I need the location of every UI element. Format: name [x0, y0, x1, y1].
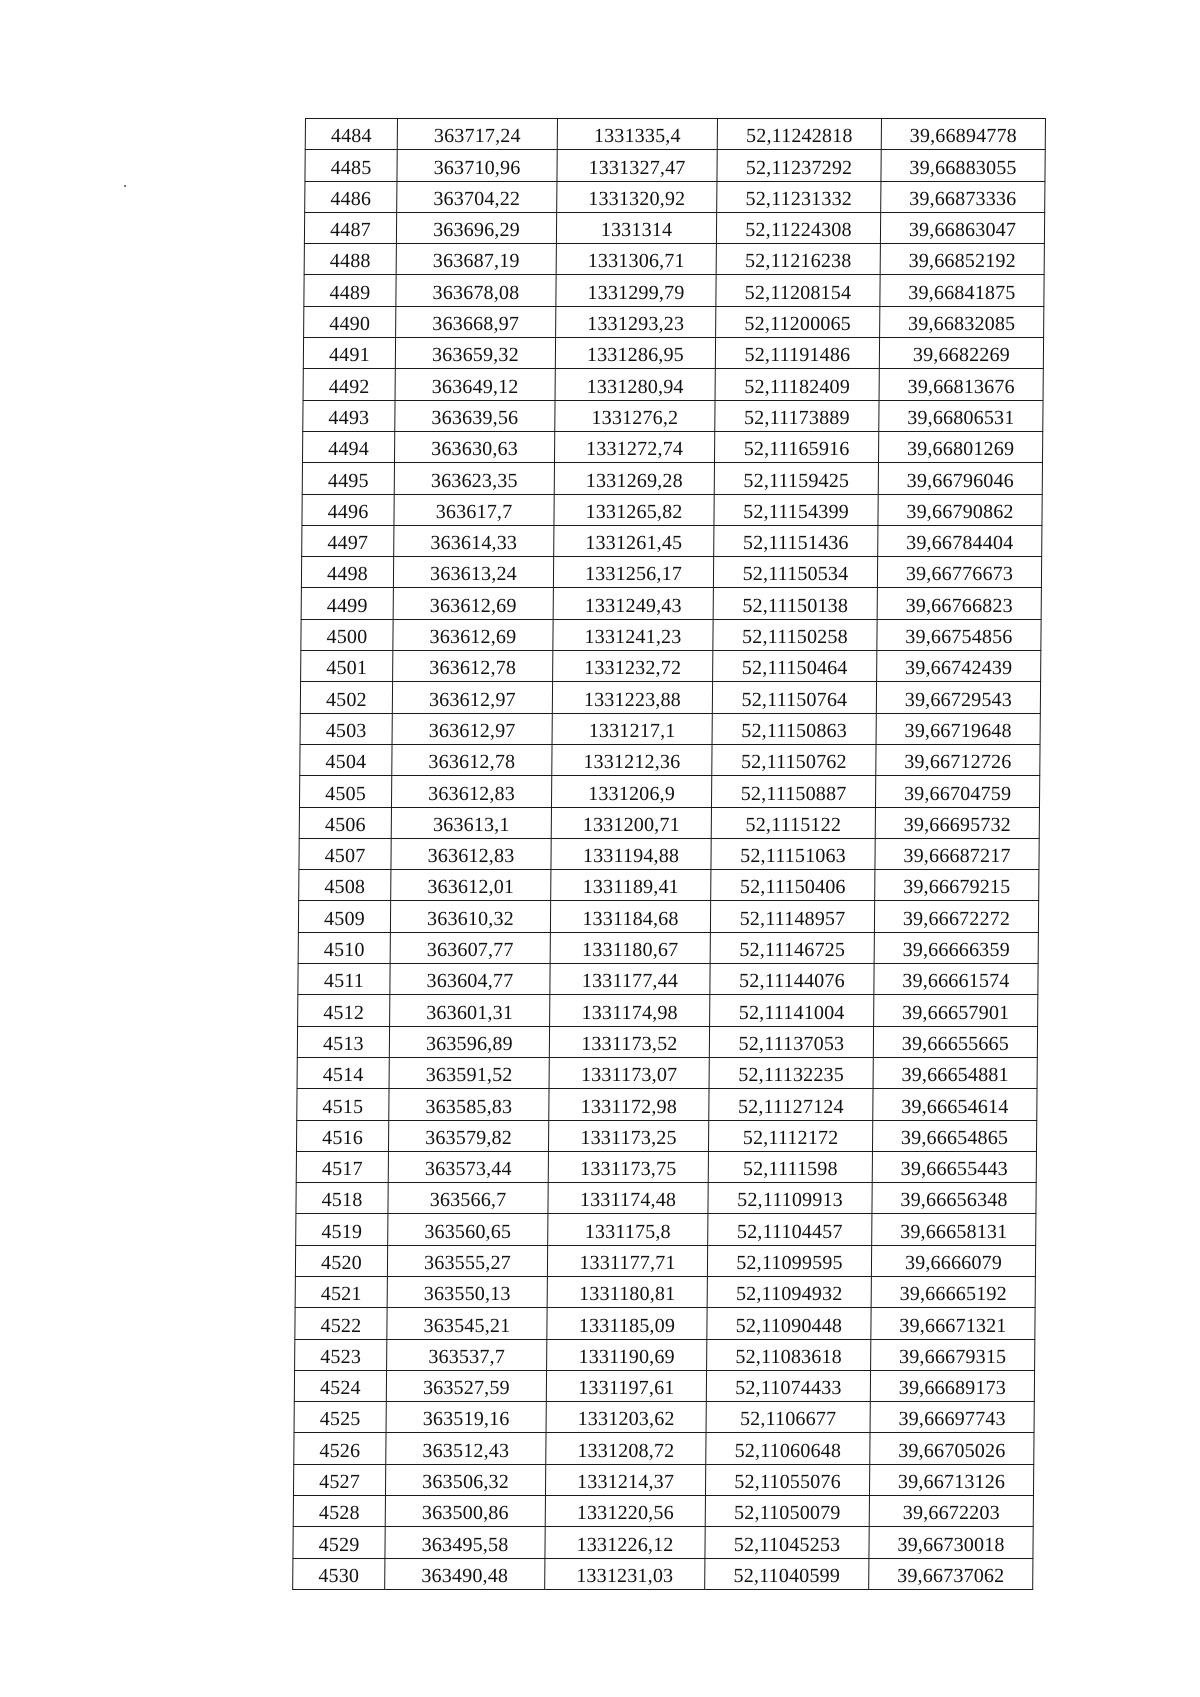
point-number-cell: 4499	[301, 588, 393, 619]
y-coordinate-cell: 1331197,61	[546, 1370, 706, 1401]
point-number-cell: 4492	[303, 369, 395, 400]
latitude-cell: 52,11060648	[706, 1433, 870, 1464]
longitude-cell: 39,66832085	[880, 306, 1044, 337]
x-coordinate-cell: 363560,65	[388, 1214, 548, 1245]
longitude-cell: 39,66790862	[878, 494, 1042, 525]
longitude-cell: 39,66894778	[881, 119, 1045, 150]
table-row	[302, 431, 1042, 462]
point-number-cell: 4501	[301, 651, 393, 682]
latitude-cell: 52,11216238	[716, 244, 880, 275]
table-row	[303, 369, 1043, 400]
table-row	[299, 776, 1039, 807]
longitude-cell: 39,66654865	[872, 1120, 1036, 1151]
point-number-cell: 4502	[300, 682, 392, 713]
y-coordinate-cell: 1331226,12	[545, 1527, 705, 1558]
longitude-cell: 39,6666079	[871, 1245, 1035, 1276]
y-coordinate-cell: 1331180,81	[547, 1276, 707, 1307]
x-coordinate-cell: 363579,82	[388, 1120, 548, 1151]
latitude-cell: 52,11159425	[714, 463, 878, 494]
latitude-cell: 52,11231332	[717, 181, 881, 212]
table-row	[304, 212, 1044, 243]
longitude-cell: 39,66665192	[871, 1276, 1035, 1307]
longitude-cell: 39,66852192	[880, 244, 1044, 275]
y-coordinate-cell: 1331220,56	[545, 1496, 705, 1527]
y-coordinate-cell: 1331249,43	[553, 588, 713, 619]
x-coordinate-cell: 363500,86	[385, 1496, 545, 1527]
table-row	[295, 1308, 1035, 1339]
table-row	[302, 494, 1042, 525]
x-coordinate-cell: 363495,58	[385, 1527, 545, 1558]
y-coordinate-cell: 1331299,79	[556, 275, 716, 306]
x-coordinate-cell: 363490,48	[385, 1558, 545, 1589]
point-number-cell: 4507	[299, 838, 391, 869]
point-number-cell: 4517	[296, 1151, 388, 1182]
longitude-cell: 39,66729543	[876, 682, 1040, 713]
x-coordinate-cell: 363613,1	[391, 807, 551, 838]
latitude-cell: 52,11083618	[707, 1339, 871, 1370]
table-row	[302, 463, 1042, 494]
table-row	[301, 588, 1041, 619]
coordinates-table-body	[293, 119, 1046, 1590]
y-coordinate-cell: 1331217,1	[552, 713, 712, 744]
y-coordinate-cell: 1331173,75	[548, 1151, 708, 1182]
point-number-cell: 4491	[303, 338, 395, 369]
table-row	[296, 1183, 1036, 1214]
latitude-cell: 52,11150534	[713, 557, 877, 588]
longitude-cell: 39,66697743	[870, 1402, 1034, 1433]
x-coordinate-cell: 363555,27	[387, 1245, 547, 1276]
latitude-cell: 52,1111598	[708, 1151, 872, 1182]
latitude-cell: 52,11137053	[709, 1026, 873, 1057]
point-number-cell: 4522	[295, 1308, 387, 1339]
x-coordinate-cell: 363623,35	[394, 463, 554, 494]
latitude-cell: 52,11132235	[709, 1057, 873, 1088]
latitude-cell: 52,11150887	[711, 776, 875, 807]
longitude-cell: 39,66712726	[876, 744, 1040, 775]
table-row	[304, 306, 1044, 337]
point-number-cell: 4515	[297, 1089, 389, 1120]
x-coordinate-cell: 363696,29	[396, 212, 556, 243]
y-coordinate-cell: 1331265,82	[554, 494, 714, 525]
longitude-cell: 39,66671321	[871, 1308, 1035, 1339]
longitude-cell: 39,66883055	[881, 150, 1045, 181]
table-row	[296, 1120, 1036, 1151]
x-coordinate-cell: 363612,83	[391, 776, 551, 807]
table-row	[304, 244, 1044, 275]
table-row	[299, 870, 1039, 901]
latitude-cell: 52,11148957	[710, 901, 874, 932]
x-coordinate-cell: 363550,13	[387, 1276, 547, 1307]
table-row	[298, 932, 1038, 963]
point-number-cell: 4486	[305, 181, 397, 212]
table-row	[298, 964, 1038, 995]
x-coordinate-cell: 363604,77	[390, 964, 550, 995]
longitude-cell: 39,66657901	[874, 995, 1038, 1026]
scan-speck	[124, 185, 126, 187]
latitude-cell: 52,11109913	[708, 1183, 872, 1214]
longitude-cell: 39,66737062	[869, 1558, 1033, 1589]
table-row	[303, 338, 1043, 369]
y-coordinate-cell: 1331173,25	[548, 1120, 708, 1151]
y-coordinate-cell: 1331280,94	[555, 369, 715, 400]
latitude-cell: 52,11094932	[707, 1276, 871, 1307]
longitude-cell: 39,66766823	[877, 588, 1041, 619]
x-coordinate-cell: 363545,21	[387, 1308, 547, 1339]
point-number-cell: 4514	[297, 1057, 389, 1088]
latitude-cell: 52,11055076	[705, 1464, 869, 1495]
latitude-cell: 52,11200065	[716, 306, 880, 337]
table-row	[301, 557, 1041, 588]
x-coordinate-cell: 363566,7	[388, 1183, 548, 1214]
point-number-cell: 4488	[304, 244, 396, 275]
point-number-cell: 4498	[301, 557, 393, 588]
point-number-cell: 4511	[298, 964, 390, 995]
y-coordinate-cell: 1331293,23	[556, 306, 716, 337]
point-number-cell: 4527	[293, 1464, 385, 1495]
point-number-cell: 4529	[293, 1527, 385, 1558]
table-row	[294, 1433, 1034, 1464]
longitude-cell: 39,66776673	[877, 557, 1041, 588]
y-coordinate-cell: 1331306,71	[556, 244, 716, 275]
table-row	[305, 150, 1045, 181]
table-row	[293, 1464, 1033, 1495]
point-number-cell: 4513	[297, 1026, 389, 1057]
x-coordinate-cell: 363687,19	[396, 244, 556, 275]
y-coordinate-cell: 1331194,88	[551, 838, 711, 869]
table-row	[293, 1496, 1033, 1527]
longitude-cell: 39,66705026	[870, 1433, 1034, 1464]
longitude-cell: 39,66873336	[881, 181, 1045, 212]
table-row	[297, 1089, 1037, 1120]
longitude-cell: 39,66656348	[872, 1183, 1036, 1214]
point-number-cell: 4484	[305, 119, 397, 150]
table-row	[295, 1245, 1035, 1276]
latitude-cell: 52,1106677	[706, 1402, 870, 1433]
table-row	[298, 995, 1038, 1026]
x-coordinate-cell: 363678,08	[396, 275, 556, 306]
point-number-cell: 4505	[299, 776, 391, 807]
y-coordinate-cell: 1331223,88	[552, 682, 712, 713]
x-coordinate-cell: 363537,7	[387, 1339, 547, 1370]
table-row	[297, 1026, 1037, 1057]
latitude-cell: 52,11151436	[714, 525, 878, 556]
longitude-cell: 39,66655665	[873, 1026, 1037, 1057]
x-coordinate-cell: 363506,32	[385, 1464, 545, 1495]
x-coordinate-cell: 363704,22	[397, 181, 557, 212]
longitude-cell: 39,66695732	[875, 807, 1039, 838]
latitude-cell: 52,11150138	[713, 588, 877, 619]
table-row	[295, 1339, 1035, 1370]
x-coordinate-cell: 363612,01	[391, 870, 551, 901]
x-coordinate-cell: 363659,32	[395, 338, 555, 369]
x-coordinate-cell: 363649,12	[395, 369, 555, 400]
point-number-cell: 4528	[293, 1496, 385, 1527]
x-coordinate-cell: 363612,97	[392, 713, 552, 744]
point-number-cell: 4518	[296, 1183, 388, 1214]
point-number-cell: 4530	[293, 1558, 385, 1589]
coordinates-table	[292, 118, 1046, 1590]
x-coordinate-cell: 363610,32	[390, 901, 550, 932]
y-coordinate-cell: 1331200,71	[551, 807, 711, 838]
table-row	[298, 901, 1038, 932]
x-coordinate-cell: 363612,69	[393, 619, 553, 650]
x-coordinate-cell: 363612,78	[392, 744, 552, 775]
table-row	[302, 525, 1042, 556]
table-row	[293, 1558, 1033, 1589]
x-coordinate-cell: 363612,78	[393, 651, 553, 682]
longitude-cell: 39,66841875	[880, 275, 1044, 306]
x-coordinate-cell: 363512,43	[386, 1433, 546, 1464]
point-number-cell: 4510	[298, 932, 390, 963]
longitude-cell: 39,66801269	[878, 431, 1042, 462]
table-row	[300, 682, 1040, 713]
table-row	[297, 1057, 1037, 1088]
point-number-cell: 4509	[298, 901, 390, 932]
latitude-cell: 52,11074433	[706, 1370, 870, 1401]
y-coordinate-cell: 1331177,44	[550, 964, 710, 995]
longitude-cell: 39,66796046	[878, 463, 1042, 494]
table-row	[301, 651, 1041, 682]
x-coordinate-cell: 363710,96	[397, 150, 557, 181]
y-coordinate-cell: 1331286,95	[555, 338, 715, 369]
longitude-cell: 39,66679315	[871, 1339, 1035, 1370]
y-coordinate-cell: 1331172,98	[549, 1089, 709, 1120]
latitude-cell: 52,11040599	[705, 1558, 869, 1589]
table-row	[304, 275, 1044, 306]
y-coordinate-cell: 1331206,9	[551, 776, 711, 807]
point-number-cell: 4487	[304, 212, 396, 243]
latitude-cell: 52,11127124	[709, 1089, 873, 1120]
point-number-cell: 4504	[300, 744, 392, 775]
x-coordinate-cell: 363717,24	[397, 119, 557, 150]
point-number-cell: 4494	[302, 431, 394, 462]
y-coordinate-cell: 1331241,23	[553, 619, 713, 650]
table-row	[296, 1214, 1036, 1245]
table-row	[305, 181, 1045, 212]
point-number-cell: 4497	[302, 525, 394, 556]
latitude-cell: 52,11154399	[714, 494, 878, 525]
longitude-cell: 39,66666359	[874, 932, 1038, 963]
longitude-cell: 39,66863047	[880, 212, 1044, 243]
latitude-cell: 52,11150406	[711, 870, 875, 901]
table-row	[303, 400, 1043, 431]
x-coordinate-cell: 363585,83	[389, 1089, 549, 1120]
latitude-cell: 52,11045253	[705, 1527, 869, 1558]
x-coordinate-cell: 363607,77	[390, 932, 550, 963]
x-coordinate-cell: 363639,56	[395, 400, 555, 431]
longitude-cell: 39,66655443	[872, 1151, 1036, 1182]
latitude-cell: 52,11173889	[715, 400, 879, 431]
x-coordinate-cell: 363613,24	[393, 557, 553, 588]
point-number-cell: 4500	[301, 619, 393, 650]
latitude-cell: 52,11242818	[717, 119, 881, 150]
latitude-cell: 52,11099595	[707, 1245, 871, 1276]
x-coordinate-cell: 363617,7	[394, 494, 554, 525]
point-number-cell: 4526	[294, 1433, 386, 1464]
latitude-cell: 52,11150464	[713, 651, 877, 682]
point-number-cell: 4495	[302, 463, 394, 494]
point-number-cell: 4520	[295, 1245, 387, 1276]
longitude-cell: 39,66806531	[879, 400, 1043, 431]
latitude-cell: 52,11141004	[710, 995, 874, 1026]
latitude-cell: 52,1112172	[708, 1120, 872, 1151]
latitude-cell: 52,11150762	[712, 744, 876, 775]
latitude-cell: 52,11150258	[713, 619, 877, 650]
longitude-cell: 39,66658131	[872, 1214, 1036, 1245]
y-coordinate-cell: 1331327,47	[557, 150, 717, 181]
longitude-cell: 39,66654614	[873, 1089, 1037, 1120]
x-coordinate-cell: 363612,97	[392, 682, 552, 713]
y-coordinate-cell: 1331320,92	[557, 181, 717, 212]
point-number-cell: 4503	[300, 713, 392, 744]
x-coordinate-cell: 363630,63	[394, 431, 554, 462]
y-coordinate-cell: 1331231,03	[545, 1558, 705, 1589]
x-coordinate-cell: 363573,44	[388, 1151, 548, 1182]
latitude-cell: 52,11224308	[716, 212, 880, 243]
latitude-cell: 52,11237292	[717, 150, 881, 181]
longitude-cell: 39,66713126	[869, 1464, 1033, 1495]
y-coordinate-cell: 1331335,4	[557, 119, 717, 150]
x-coordinate-cell: 363601,31	[390, 995, 550, 1026]
y-coordinate-cell: 1331269,28	[554, 463, 714, 494]
x-coordinate-cell: 363596,89	[389, 1026, 549, 1057]
latitude-cell: 52,11104457	[708, 1214, 872, 1245]
x-coordinate-cell: 363591,52	[389, 1057, 549, 1088]
table-row	[300, 744, 1040, 775]
y-coordinate-cell: 1331177,71	[547, 1245, 707, 1276]
x-coordinate-cell: 363527,59	[386, 1370, 546, 1401]
point-number-cell: 4523	[295, 1339, 387, 1370]
y-coordinate-cell: 1331208,72	[546, 1433, 706, 1464]
longitude-cell: 39,66654881	[873, 1057, 1037, 1088]
y-coordinate-cell: 1331212,36	[552, 744, 712, 775]
y-coordinate-cell: 1331203,62	[546, 1402, 706, 1433]
table-row	[295, 1276, 1035, 1307]
point-number-cell: 4524	[294, 1370, 386, 1401]
latitude-cell: 52,11150863	[712, 713, 876, 744]
longitude-cell: 39,6682269	[879, 338, 1043, 369]
y-coordinate-cell: 1331174,48	[548, 1183, 708, 1214]
y-coordinate-cell: 1331185,09	[547, 1308, 707, 1339]
x-coordinate-cell: 363614,33	[394, 525, 554, 556]
longitude-cell: 39,66813676	[879, 369, 1043, 400]
longitude-cell: 39,66742439	[877, 651, 1041, 682]
y-coordinate-cell: 1331214,37	[545, 1464, 705, 1495]
x-coordinate-cell: 363612,83	[391, 838, 551, 869]
point-number-cell: 4516	[296, 1120, 388, 1151]
point-number-cell: 4496	[302, 494, 394, 525]
table-row	[294, 1402, 1034, 1433]
point-number-cell: 4490	[304, 306, 396, 337]
latitude-cell: 52,11090448	[707, 1308, 871, 1339]
latitude-cell: 52,11146725	[710, 932, 874, 963]
latitude-cell: 52,1115122	[711, 807, 875, 838]
point-number-cell: 4521	[295, 1276, 387, 1307]
latitude-cell: 52,11182409	[715, 369, 879, 400]
table-row	[300, 713, 1040, 744]
x-coordinate-cell: 363519,16	[386, 1402, 546, 1433]
point-number-cell: 4506	[299, 807, 391, 838]
latitude-cell: 52,11165916	[714, 431, 878, 462]
y-coordinate-cell: 1331173,07	[549, 1057, 709, 1088]
y-coordinate-cell: 1331189,41	[551, 870, 711, 901]
y-coordinate-cell: 1331190,69	[547, 1339, 707, 1370]
y-coordinate-cell: 1331314	[556, 212, 716, 243]
point-number-cell: 4508	[299, 870, 391, 901]
point-number-cell: 4493	[303, 400, 395, 431]
point-number-cell: 4485	[305, 150, 397, 181]
table-row	[301, 619, 1041, 650]
table-row	[299, 838, 1039, 869]
longitude-cell: 39,6672203	[869, 1496, 1033, 1527]
point-number-cell: 4525	[294, 1402, 386, 1433]
longitude-cell: 39,66704759	[875, 776, 1039, 807]
x-coordinate-cell: 363668,97	[396, 306, 556, 337]
longitude-cell: 39,66687217	[875, 838, 1039, 869]
table-row	[293, 1527, 1033, 1558]
table-row	[296, 1151, 1036, 1182]
latitude-cell: 52,11208154	[716, 275, 880, 306]
latitude-cell: 52,11191486	[715, 338, 879, 369]
table-row	[305, 119, 1045, 150]
y-coordinate-cell: 1331180,67	[550, 932, 710, 963]
y-coordinate-cell: 1331261,45	[554, 525, 714, 556]
longitude-cell: 39,66784404	[878, 525, 1042, 556]
y-coordinate-cell: 1331276,2	[555, 400, 715, 431]
longitude-cell: 39,66754856	[877, 619, 1041, 650]
table-row	[294, 1370, 1034, 1401]
y-coordinate-cell: 1331256,17	[553, 557, 713, 588]
y-coordinate-cell: 1331232,72	[553, 651, 713, 682]
latitude-cell: 52,11050079	[705, 1496, 869, 1527]
point-number-cell: 4489	[304, 275, 396, 306]
latitude-cell: 52,11150764	[712, 682, 876, 713]
y-coordinate-cell: 1331175,8	[548, 1214, 708, 1245]
longitude-cell: 39,66661574	[874, 964, 1038, 995]
point-number-cell: 4519	[296, 1214, 388, 1245]
x-coordinate-cell: 363612,69	[393, 588, 553, 619]
longitude-cell: 39,66689173	[870, 1370, 1034, 1401]
longitude-cell: 39,66672272	[874, 901, 1038, 932]
y-coordinate-cell: 1331173,52	[549, 1026, 709, 1057]
latitude-cell: 52,11151063	[711, 838, 875, 869]
longitude-cell: 39,66730018	[869, 1527, 1033, 1558]
y-coordinate-cell: 1331184,68	[550, 901, 710, 932]
point-number-cell: 4512	[298, 995, 390, 1026]
table-row	[299, 807, 1039, 838]
longitude-cell: 39,66719648	[876, 713, 1040, 744]
longitude-cell: 39,66679215	[875, 870, 1039, 901]
y-coordinate-cell: 1331174,98	[550, 995, 710, 1026]
y-coordinate-cell: 1331272,74	[554, 431, 714, 462]
latitude-cell: 52,11144076	[710, 964, 874, 995]
